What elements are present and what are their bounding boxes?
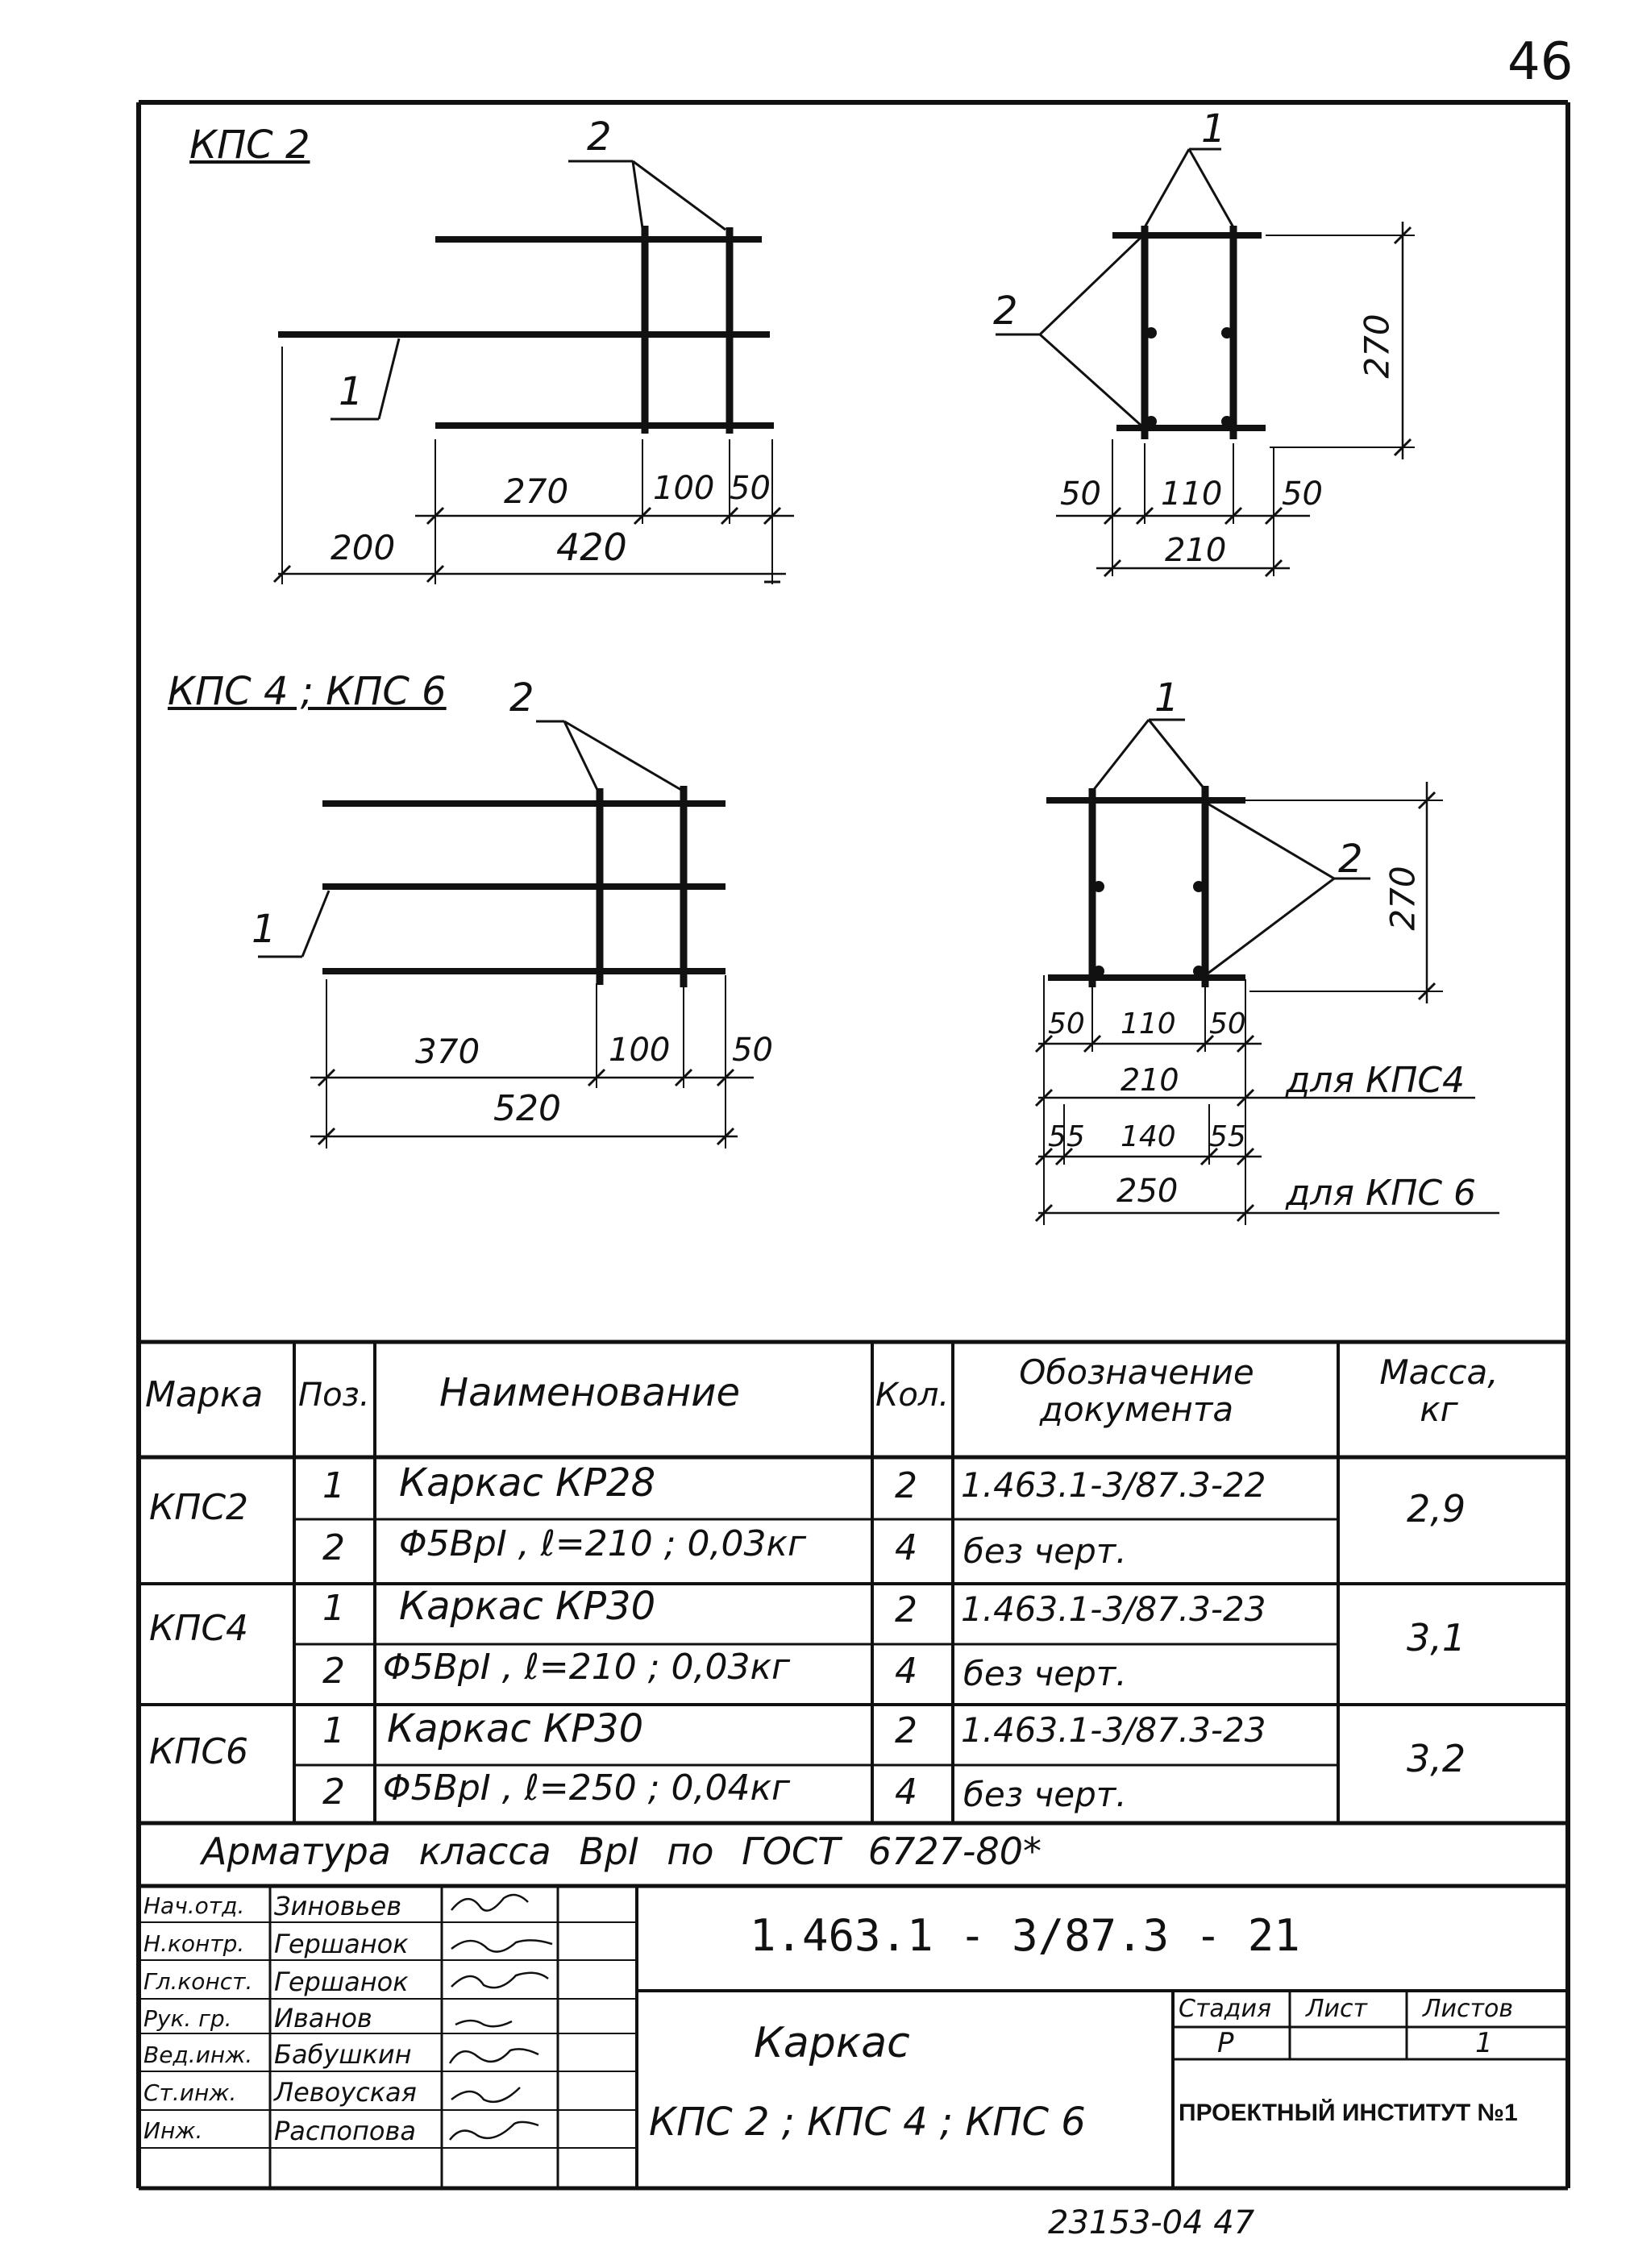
signature-name: Гершанок — [274, 1967, 409, 1997]
sheet-header: Лист — [1306, 1995, 1368, 2023]
kps46-plan — [258, 721, 754, 1149]
kps2-callout-2: 2 — [587, 114, 612, 160]
kps2-dim-200: 200 — [331, 528, 396, 567]
row-pos: 1 — [322, 1588, 345, 1629]
row-doc: без черт. — [963, 1654, 1127, 1693]
item-marks: КПС 2 ; КПС 4 ; КПС 6 — [649, 2100, 1086, 2145]
row-pos: 2 — [322, 1527, 345, 1568]
kps46-section-note-b: для КПС 6 — [1286, 1173, 1477, 1214]
row-mark: КПС4 — [149, 1608, 249, 1649]
kps2-title: КПС 2 — [189, 123, 310, 168]
kps46-section-dim-b-mid: 140 — [1121, 1120, 1176, 1153]
kps46-section-callout-1: 1 — [1154, 675, 1179, 721]
row-mark: КПС6 — [149, 1731, 249, 1772]
kps46-callout-2: 2 — [509, 675, 534, 721]
kps46-section-dim-b-left: 55 — [1048, 1120, 1085, 1153]
kps46-section-note-a: для КПС4 — [1286, 1060, 1466, 1101]
kps2-section-dim-left: 50 — [1060, 476, 1101, 513]
row-mass: 3,1 — [1407, 1616, 1466, 1659]
row-qty: 4 — [895, 1772, 917, 1813]
row-qty: 2 — [895, 1465, 917, 1506]
row-mass: 3,2 — [1407, 1737, 1466, 1780]
kps46-section-dim-b-right: 55 — [1209, 1120, 1246, 1153]
row-name: Каркас КР28 — [399, 1460, 656, 1506]
row-doc: без черт. — [963, 1531, 1127, 1571]
row-name: Φ5ВрI , ℓ=250 ; 0,04кг — [383, 1767, 791, 1809]
row-mark: КПС2 — [149, 1487, 249, 1528]
kps2-section-dim-mid: 110 — [1161, 476, 1223, 513]
signature-scribbles — [450, 1895, 552, 2140]
kps2-section-dim-total: 210 — [1165, 532, 1227, 569]
kps46-section-callout-2: 2 — [1338, 837, 1363, 882]
item-title: Каркас — [754, 2019, 910, 2067]
header-pos: Поз. — [298, 1377, 370, 1414]
kps2-dim-100: 100 — [653, 470, 715, 507]
kps46-dim-50: 50 — [732, 1032, 773, 1069]
document-code: 1.463.1 - 3/87.3 - 21 — [750, 1910, 1300, 1961]
header-mark: Марка — [145, 1374, 264, 1415]
signature-role: Вед.инж. — [143, 2042, 253, 2068]
signature-name: Левоуская — [274, 2077, 417, 2108]
row-name: Каркас КР30 — [399, 1584, 656, 1629]
bottom-note: 23153-04 47 — [1048, 2204, 1255, 2241]
signature-name: Бабушкин — [274, 2039, 412, 2070]
kps2-section-dim-right: 50 — [1282, 476, 1323, 513]
row-name: Каркас КР30 — [387, 1706, 644, 1751]
row-name: Φ5ВрI , ℓ=210 ; 0,03кг — [399, 1523, 807, 1564]
kps46-dim-370: 370 — [415, 1032, 480, 1071]
kps2-section-callout-1: 1 — [1201, 106, 1226, 152]
header-doc: Обозначение документа — [1019, 1352, 1254, 1430]
organization-name: ПРОЕКТНЫЙ ИНСТИТУТ №1 — [1179, 2100, 1518, 2126]
signature-name: Зиновьев — [274, 1891, 402, 1921]
signature-role: Рук. гр. — [143, 2005, 232, 2032]
signature-role: Гл.конст. — [143, 1968, 253, 1995]
row-pos: 1 — [322, 1710, 345, 1751]
stage-value: Р — [1217, 2027, 1234, 2059]
header-name: Наименование — [439, 1370, 741, 1415]
row-doc: 1.463.1-3/87.3-23 — [961, 1589, 1266, 1629]
kps46-dim-520: 520 — [493, 1088, 561, 1129]
kps2-section-dim-height: 270 — [1357, 314, 1397, 379]
signature-role: Н.контр. — [143, 1930, 245, 1957]
kps46-section — [1036, 720, 1499, 1225]
kps46-section-dim-a-mid: 110 — [1121, 1007, 1176, 1041]
row-pos: 1 — [322, 1465, 345, 1506]
kps46-callout-1: 1 — [252, 907, 276, 952]
signature-role: Нач.отд. — [143, 1892, 245, 1919]
kps2-section-callout-2: 2 — [993, 289, 1018, 334]
row-mass: 2,9 — [1407, 1487, 1466, 1531]
row-doc: 1.463.1-3/87.3-23 — [961, 1710, 1266, 1750]
reinforcement-note: Арматура класса ВрI по ГОСТ 6727-80* — [202, 1830, 1042, 1873]
kps46-section-dim-height: 270 — [1382, 866, 1423, 931]
header-qty: Кол. — [875, 1377, 950, 1414]
row-qty: 4 — [895, 1527, 917, 1568]
kps46-dim-100: 100 — [609, 1032, 671, 1069]
signature-name: Распопова — [274, 2116, 416, 2146]
kps2-dim-270: 270 — [504, 471, 569, 511]
row-qty: 2 — [895, 1589, 917, 1630]
row-pos: 2 — [322, 1651, 345, 1692]
header-mass: Масса, кг — [1379, 1352, 1499, 1430]
row-qty: 4 — [895, 1651, 917, 1692]
row-qty: 2 — [895, 1710, 917, 1751]
row-name: Φ5ВрI , ℓ=210 ; 0,03кг — [383, 1647, 791, 1688]
kps46-title: КПС 4 ; КПС 6 — [168, 669, 447, 714]
row-doc: 1.463.1-3/87.3-22 — [961, 1465, 1266, 1505]
kps46-section-dim-b-total: 250 — [1116, 1173, 1179, 1210]
kps2-dim-420: 420 — [556, 525, 627, 569]
spec-table-grid — [139, 1342, 1568, 1886]
stage-header: Стадия — [1179, 1995, 1272, 2023]
kps2-dim-50: 50 — [730, 470, 771, 507]
signature-name: Иванов — [274, 2003, 372, 2033]
sheets-header: Листов — [1423, 1995, 1514, 2023]
kps46-section-dim-a-left: 50 — [1048, 1007, 1085, 1041]
sheet-frame — [139, 102, 1568, 2188]
signature-role: Инж. — [143, 2117, 203, 2144]
kps46-section-dim-a-right: 50 — [1209, 1007, 1246, 1041]
signature-role: Ст.инж. — [143, 2079, 237, 2106]
kps2-callout-1: 1 — [339, 369, 364, 414]
signature-name: Гершанок — [274, 1929, 409, 1959]
sheets-value: 1 — [1475, 2027, 1493, 2059]
row-pos: 2 — [322, 1772, 345, 1813]
row-doc: без черт. — [963, 1775, 1127, 1814]
sheet-number: 46 — [1507, 32, 1574, 92]
kps46-section-dim-a-total: 210 — [1121, 1062, 1179, 1098]
